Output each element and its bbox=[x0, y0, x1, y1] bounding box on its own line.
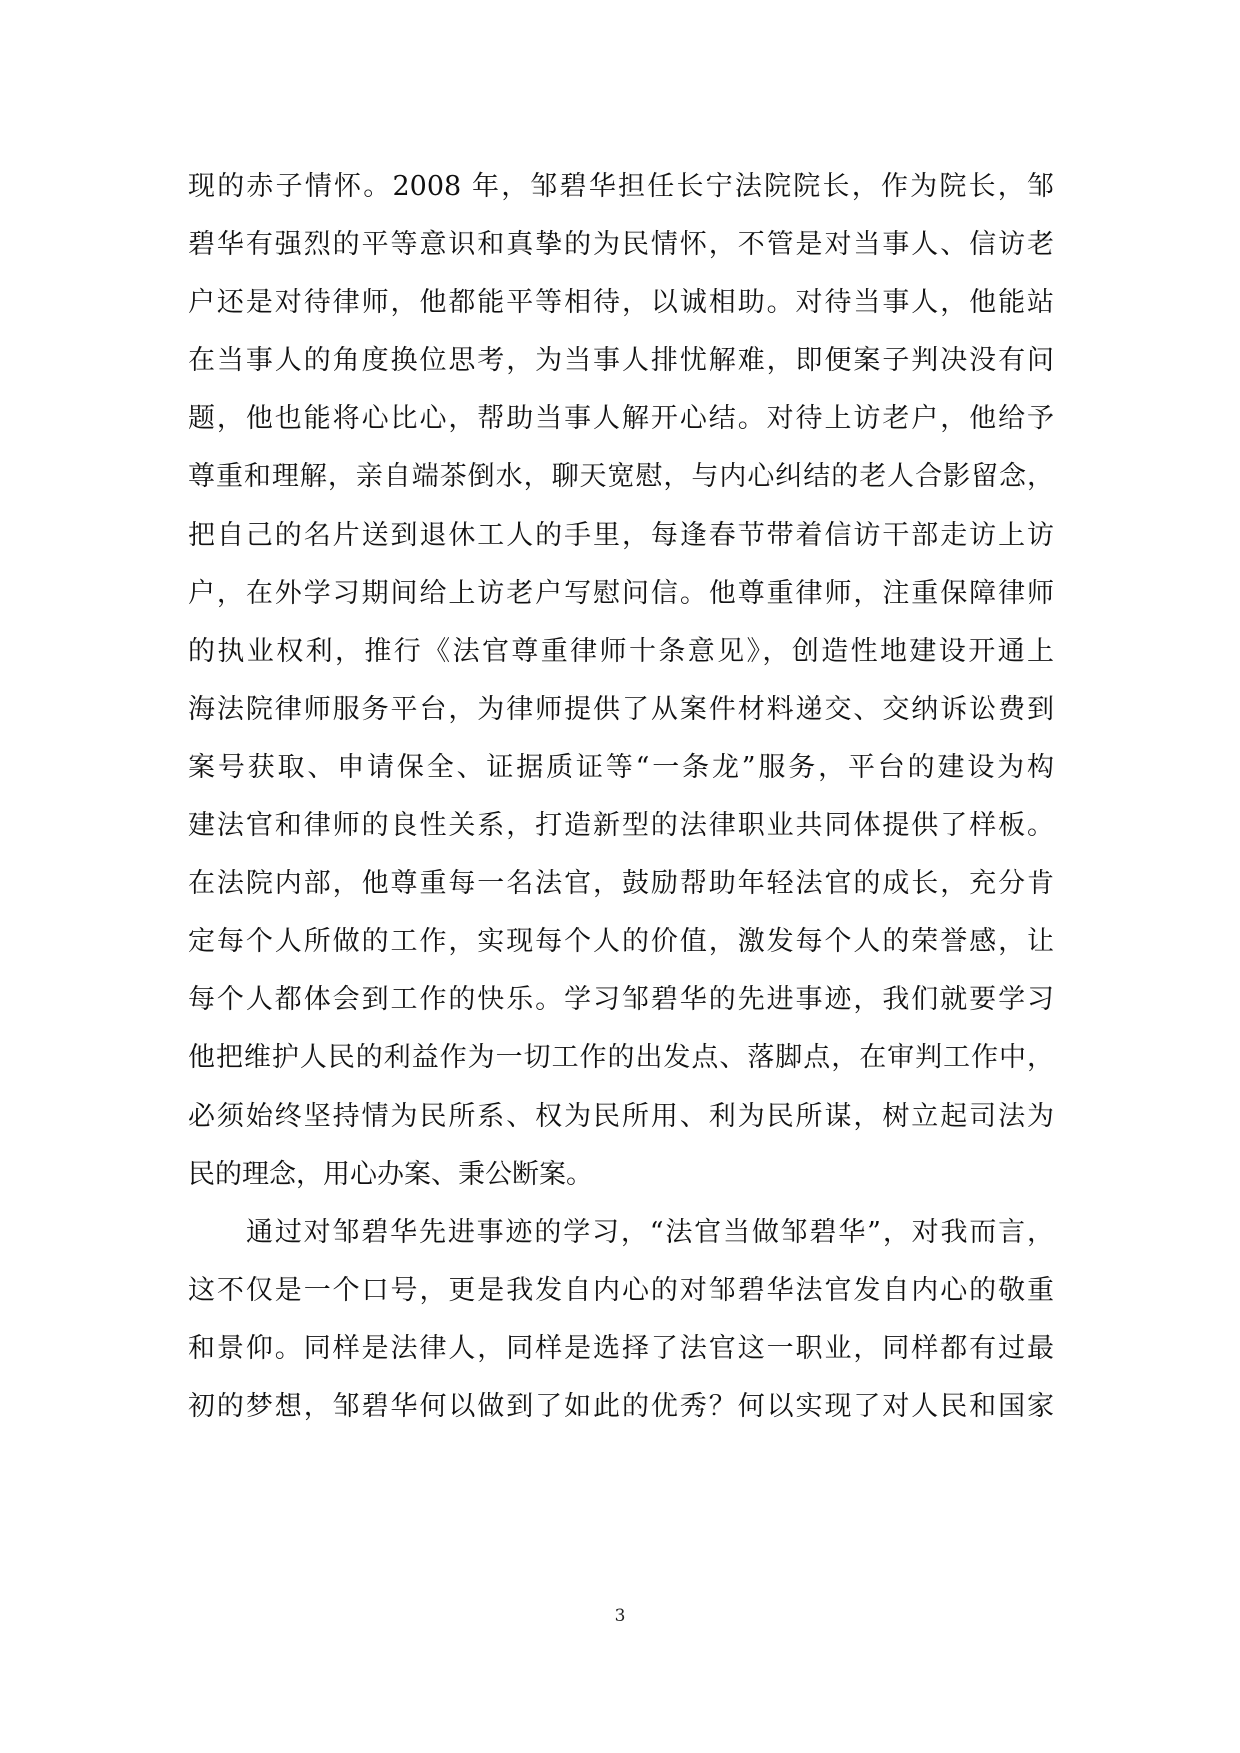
text-line: 建法官和律师的良性关系，打造新型的法律职业共同体提供了样板。 bbox=[188, 810, 1054, 842]
text-line: 把自己的名片送到退休工人的手里，每逢春节带着信访干部走访上访 bbox=[188, 519, 1054, 551]
text-line: 户还是对待律师，他都能平等相待，以诚相助。对待当事人，他能站 bbox=[188, 287, 1054, 319]
text-line: 在当事人的角度换位思考，为当事人排忧解难，即便案子判决没有问 bbox=[188, 345, 1054, 377]
text-line: 案号获取、申请保全、证据质证等“一条龙”服务，平台的建设为构 bbox=[188, 751, 1054, 783]
text-line: 的执业权利，推行《法官尊重律师十条意见》，创造性地建设开通上 bbox=[188, 635, 1054, 667]
text-line: 和景仰。同样是法律人，同样是选择了法官这一职业，同样都有过最 bbox=[188, 1332, 1054, 1364]
text-line: 定每个人所做的工作，实现每个人的价值，激发每个人的荣誉感，让 bbox=[188, 926, 1054, 958]
text-line: 尊重和理解，亲自端茶倒水，聊天宽慰，与内心纠结的老人合影留念， bbox=[188, 461, 1054, 493]
text-line: 题，他也能将心比心，帮助当事人解开心结。对待上访老户，他给予 bbox=[188, 403, 1054, 435]
paragraph-start-line: 通过对邹碧华先进事迹的学习，“法官当做邹碧华”，对我而言， bbox=[246, 1216, 1054, 1248]
text-line: 碧华有强烈的平等意识和真挚的为民情怀，不管是对当事人、信访老 bbox=[188, 229, 1054, 261]
text-line: 必须始终坚持情为民所系、权为民所用、利为民所谋，树立起司法为 bbox=[188, 1100, 1054, 1132]
paragraph-end-line: 民的理念，用心办案、秉公断案。 bbox=[188, 1158, 593, 1190]
text-line: 初的梦想，邹碧华何以做到了如此的优秀？何以实现了对人民和国家 bbox=[188, 1390, 1054, 1422]
text-line: 海法院律师服务平台，为律师提供了从案件材料递交、交纳诉讼费到 bbox=[188, 693, 1054, 725]
text-line: 在法院内部，他尊重每一名法官，鼓励帮助年轻法官的成长，充分肯 bbox=[188, 868, 1054, 900]
body-text bbox=[188, 158, 1054, 1436]
page-number: 3 bbox=[614, 1606, 626, 1626]
text-line: 这不仅是一个口号，更是我发自内心的对邹碧华法官发自内心的敬重 bbox=[188, 1274, 1054, 1306]
text-line: 户，在外学习期间给上访老户写慰问信。他尊重律师，注重保障律师 bbox=[188, 577, 1054, 609]
text-line: 每个人都体会到工作的快乐。学习邹碧华的先进事迹，我们就要学习 bbox=[188, 984, 1054, 1016]
text-line: 他把维护人民的利益作为一切工作的出发点、落脚点，在审判工作中， bbox=[188, 1042, 1054, 1074]
text-line: 现的赤子情怀。2008 年，邹碧华担任长宁法院院长，作为院长，邹 bbox=[188, 171, 1054, 202]
